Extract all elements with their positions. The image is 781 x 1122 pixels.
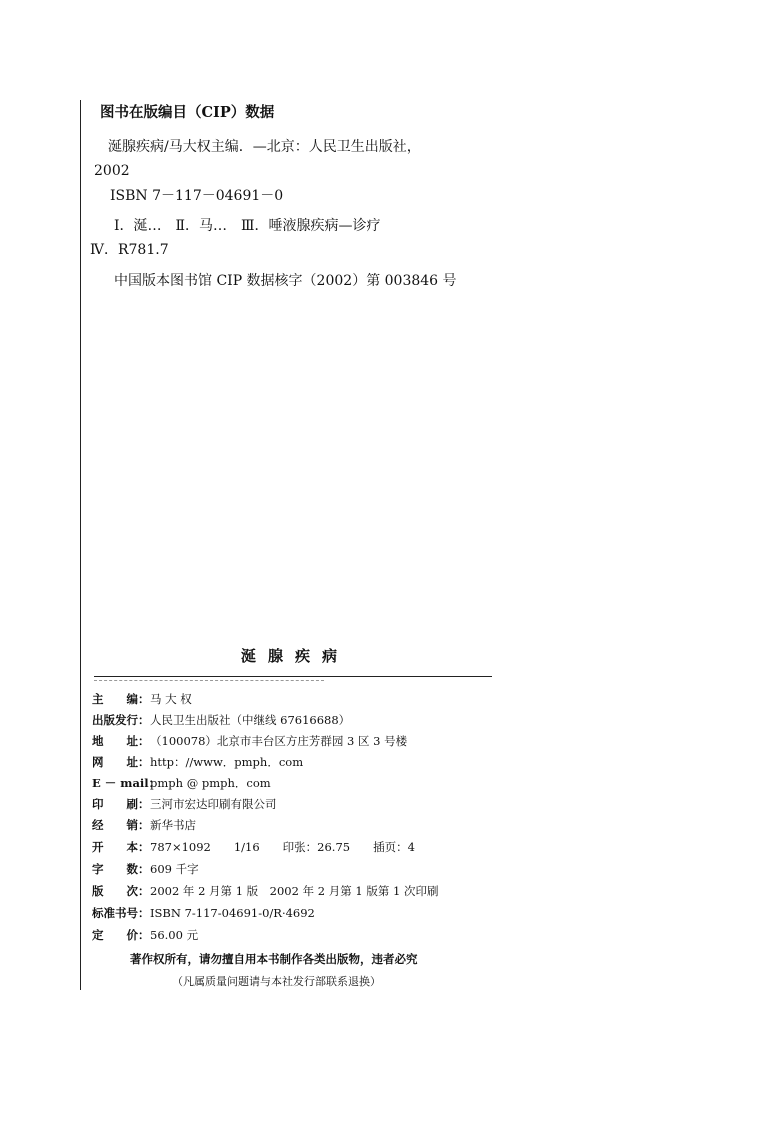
detail-label: 地 址：	[92, 734, 150, 748]
detail-label: 出版发行：	[92, 713, 150, 727]
return-notice: （凡属质量问题请与本社发行部联系退换）	[172, 975, 381, 988]
detail-value: http：//www．pmph．com	[150, 755, 304, 769]
book-title: 涎腺疾病	[241, 647, 350, 665]
detail-row-editor	[92, 690, 192, 708]
detail-row-publisher	[92, 711, 350, 729]
cip-classification: Ⅳ．R781.7	[90, 242, 169, 258]
detail-label: E － mail：	[92, 776, 161, 790]
detail-value: 2002 年 2 月第 1 版 2002 年 2 月第 1 版第 1 次印刷	[150, 884, 439, 898]
detail-value: 三河市宏达印刷有限公司	[150, 797, 277, 811]
cip-line-2: 2002	[94, 163, 130, 179]
detail-value: 新华书店	[150, 818, 196, 832]
cip-isbn: ISBN 7－117－04691－0	[110, 188, 284, 204]
detail-label: 网 址：	[92, 755, 150, 769]
detail-row-distributor	[92, 816, 196, 834]
detail-value: 人民卫生出版社（中继线 67616688）	[150, 713, 351, 727]
detail-value: 609 千字	[150, 862, 199, 876]
detail-label: 标准书号：	[92, 906, 150, 920]
detail-label: 字 数：	[92, 862, 150, 876]
detail-label: 定 价：	[92, 928, 150, 942]
detail-row-price	[92, 926, 198, 944]
copyright-statement: 著作权所有，请勿擅自用本书制作各类出版物，违者必究	[130, 952, 418, 966]
detail-row-website	[92, 753, 303, 771]
detail-value: 56.00 元	[150, 928, 199, 942]
detail-row-email	[92, 774, 271, 792]
detail-row-wordcount	[92, 860, 199, 878]
detail-label: 经 销：	[92, 818, 150, 832]
detail-value: ISBN 7-117-04691-0/R·4692	[150, 906, 315, 920]
detail-row-isbn	[92, 904, 315, 922]
title-rule	[94, 676, 492, 677]
cip-line-1: 涎腺疾病/马大权主编．—北京：人民卫生出版社，	[108, 139, 421, 155]
detail-value: （100078）北京市丰台区方庄芳群园 3 区 3 号楼	[150, 734, 408, 748]
title-rule-dashed	[94, 680, 324, 681]
detail-value: pmph @ pmph．com	[150, 776, 271, 790]
cip-verification: 中国版本图书馆 CIP 数据核字（2002）第 003846 号	[114, 273, 457, 289]
detail-label: 主 编：	[92, 692, 150, 706]
detail-row-address	[92, 732, 407, 750]
cip-subjects: Ⅰ．涎… Ⅱ．马… Ⅲ．唾液腺疾病—诊疗	[114, 218, 381, 234]
detail-row-printer	[92, 795, 277, 813]
cip-heading: 图书在版编目（CIP）数据	[100, 104, 275, 121]
detail-row-edition	[92, 882, 438, 900]
detail-label: 版 次：	[92, 884, 150, 898]
detail-label: 印 刷：	[92, 797, 150, 811]
detail-value: 马 大 权	[150, 692, 192, 706]
detail-label: 开 本：	[92, 840, 150, 854]
detail-value: 787×1092 1/16 印张：26.75 插页：4	[150, 840, 415, 854]
detail-row-format	[92, 838, 415, 856]
margin-line	[80, 100, 81, 990]
